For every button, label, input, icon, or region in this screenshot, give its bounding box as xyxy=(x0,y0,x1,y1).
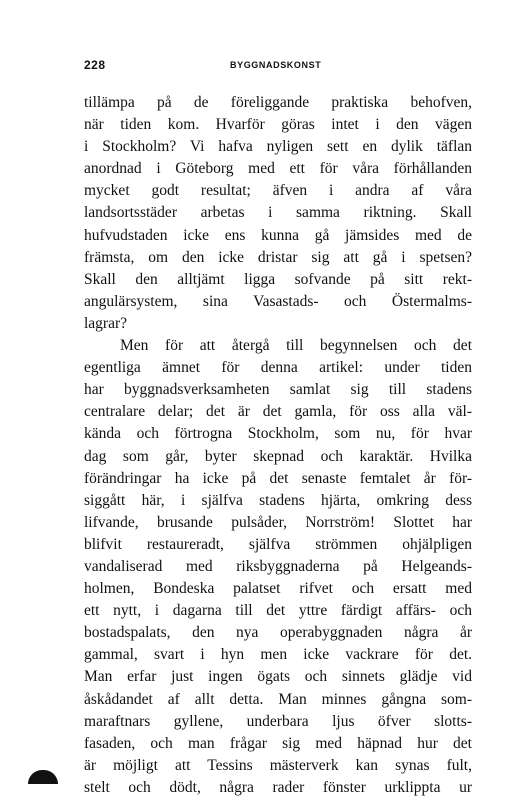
text-line: egentliga ämnet för denna artikel: under tiden xyxy=(84,359,472,377)
page-number: 228 xyxy=(84,58,106,72)
text-line: siggått här, i själfva stadens hjärta, omkring dess xyxy=(84,491,472,509)
text-line: är möjligt att Tessins mästerverk kan synas fult, xyxy=(84,756,472,774)
text-line: åskådandet af allt detta. Man minnes gångna som- xyxy=(84,690,472,708)
text-line: Men för att återgå till begynnelsen och det xyxy=(120,337,472,355)
text-line: vandaliserad med riksbyggnaderna på Helgeands- xyxy=(84,557,472,575)
text-line: gammal, svart i hyn men icke vackrare för det. xyxy=(84,646,472,664)
text-line: Skall den alltjämt ligga sofvande på sitt rekt- xyxy=(84,270,472,288)
text-line: har byggnadsverksamheten samlat sig till stadens xyxy=(84,381,472,399)
text-line: kända och förtrogna Stockholm, som nu, för hvar xyxy=(84,425,472,443)
text-line: bostadspalats, den nya operabyggnaden några år xyxy=(84,624,472,642)
text-line: holmen, Bondeska palatset rifvet och ersatt med xyxy=(84,580,472,598)
text-line: i Stockholm? Vi hafva nyligen sett en dylik täflan xyxy=(84,138,472,156)
text-line: tillämpa på de föreliggande praktiska behofven, xyxy=(84,94,472,111)
body-text xyxy=(84,92,472,799)
text-line: blifvit restaureradt, själfva strömmen ohjälpligen xyxy=(84,535,472,553)
text-line: när tiden kom. Hvarför göras intet i den vägen xyxy=(84,116,472,134)
text-line: landsortsstäder arbetas i samma riktning. Skall xyxy=(84,204,472,222)
text-line: stelt och dödt, några rader fönster urklippta ur xyxy=(84,778,472,796)
text-line: maraftnars gyllene, underbara ljus öfver slotts- xyxy=(84,712,472,730)
text-line: hufvudstaden icke ens kunna gå jämsides med de xyxy=(84,226,472,244)
text-line: dag som går, byter skepnad och karaktär. Hvilka xyxy=(84,447,472,465)
text-line: förändringar ha icke på det senaste femtalet år för- xyxy=(84,469,472,487)
text-line: anordnad i Göteborg med ett för våra förhållanden xyxy=(84,160,472,178)
text-line: lifvande, brusande pulsåder, Norrström! Slottet har xyxy=(84,513,472,531)
text-line: mycket godt resultat; äfven i andra af våra xyxy=(84,182,472,200)
text-line: lagrar? xyxy=(84,314,128,332)
scan-edge-mark xyxy=(28,770,58,784)
text-line: Man erfar just ingen ögats och sinnets glädje vid xyxy=(84,668,472,686)
text-line: fasaden, och man frågar sig med häpnad hur det xyxy=(84,734,472,752)
text-line: främsta, om den icke dristar sig att gå i spetsen? xyxy=(84,248,472,266)
text-line: centralare delar; det är det gamla, för oss alla väl- xyxy=(84,403,472,421)
text-line: angulärsystem, sina Vasastads- och Östermalms- xyxy=(84,292,472,310)
running-title: BYGGNADSKONST xyxy=(230,60,322,70)
page-header xyxy=(84,58,472,78)
text-line: ett nytt, i dagarna till det yttre färdigt affärs- och xyxy=(84,602,472,620)
